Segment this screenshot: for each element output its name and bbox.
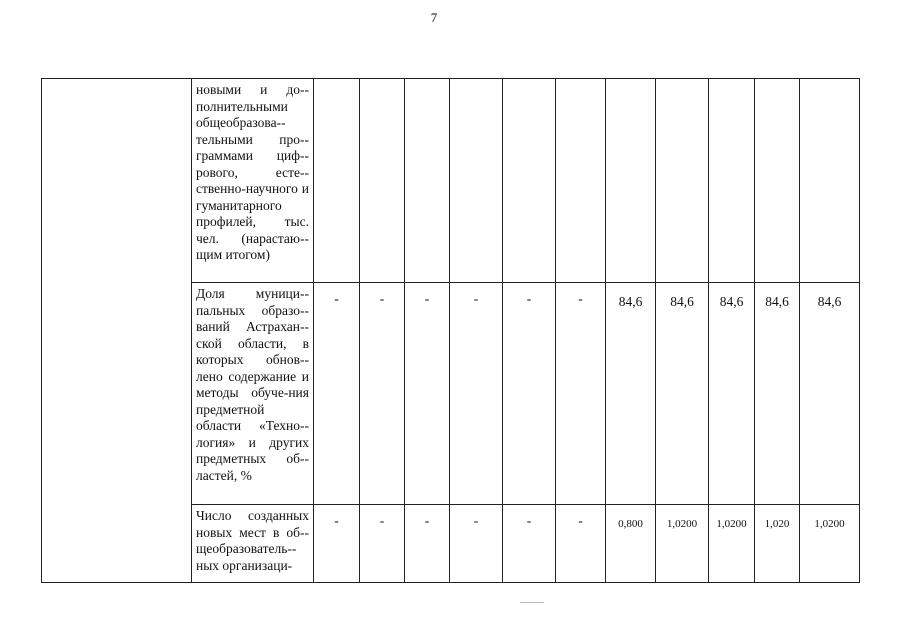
table-row <box>42 79 860 283</box>
value-cell: 1,020 <box>755 505 800 583</box>
value-cell <box>656 79 709 283</box>
value-cell: 84,6 <box>656 283 709 505</box>
value-cell: - <box>314 283 360 505</box>
indicator-label: новыми и до-полнительными общеобразова-тельными про-граммами циф-рового, есте-ственно-научного и гуманитарного профилей, тыс. чел. (нарастаю-щим итогом) <box>192 79 314 283</box>
value-cell: - <box>503 505 556 583</box>
indicators-table <box>41 78 860 583</box>
value-cell <box>360 79 405 283</box>
value-cell: - <box>405 505 450 583</box>
value-cell: 84,6 <box>606 283 656 505</box>
value-cell <box>800 79 860 283</box>
value-cell <box>314 79 360 283</box>
indicator-label: Доля муници-пальных образо-ваний Астрахан-ской области, в которых обнов-лено содержание и методы обуче-ния предметной области «Техно-логия» и других предметных об-ластей, % <box>192 283 314 505</box>
value-cell <box>755 79 800 283</box>
value-cell: 84,6 <box>709 283 755 505</box>
value-cell: 1,0200 <box>656 505 709 583</box>
indicator-label: Число созданных новых мест в об-щеобразователь-ных организаци- <box>192 505 314 583</box>
page-number: 7 <box>430 10 438 25</box>
value-cell: 0,800 <box>606 505 656 583</box>
value-cell: - <box>360 283 405 505</box>
value-cell <box>709 79 755 283</box>
value-cell <box>450 79 503 283</box>
value-cell: - <box>450 505 503 583</box>
value-cell: 1,0200 <box>800 505 860 583</box>
value-cell: - <box>360 505 405 583</box>
value-cell <box>606 79 656 283</box>
value-cell: - <box>503 283 556 505</box>
value-cell: 84,6 <box>755 283 800 505</box>
scan-artifact <box>520 602 544 603</box>
value-cell <box>556 79 606 283</box>
value-cell: 1,0200 <box>709 505 755 583</box>
value-cell: - <box>314 505 360 583</box>
value-cell: - <box>450 283 503 505</box>
value-cell: 84,6 <box>800 283 860 505</box>
value-cell <box>405 79 450 283</box>
value-cell: - <box>556 505 606 583</box>
value-cell <box>503 79 556 283</box>
indicator-name-cell <box>42 79 192 583</box>
value-cell: - <box>556 283 606 505</box>
value-cell: - <box>405 283 450 505</box>
